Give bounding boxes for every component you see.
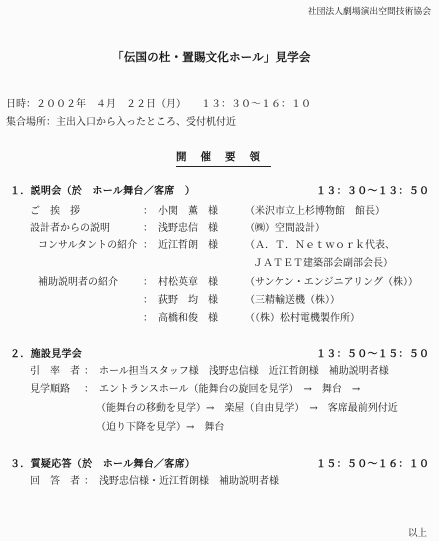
closing-mark: 以上 <box>407 528 427 539</box>
assistant-3-name: ： 高橋和俊 様 <box>143 313 218 324</box>
meeting-place-line: 集合場所：主出入口から入ったところ、受付机付近 <box>6 117 236 128</box>
heading-underline <box>176 166 271 167</box>
consultant-org-line-2: ＪＡＴＥＴ建築部会副部会長） <box>253 258 393 269</box>
route-line-1: ： エントランスホール（能舞台の旋回を見学） → 舞台 → <box>84 384 361 395</box>
greeting-label: ご 挨 拶 <box>30 206 80 217</box>
greeting-name: ： 小関 薫 様 <box>143 206 218 217</box>
program-heading: 開催要領 <box>176 151 274 163</box>
designer-label: 設計者からの説明 <box>30 223 110 234</box>
document-title: 「伝国の杜・置賜文化ホール」見学会 <box>112 50 311 64</box>
consultant-org-line-1: （Ａ．Ｔ．Ｎｅｔｗｏｒｋ代表、 <box>245 240 395 251</box>
consultant-name: ： 近江哲朗 様 <box>143 240 218 251</box>
section-3-title: ３．質疑応答（於 ホール舞台／客席） <box>10 459 196 470</box>
route-label: 見学順路 <box>30 384 70 395</box>
assistant-3-org: （（株）松村電機製作所） <box>245 313 360 324</box>
assistant-2-org: （三精輸送機（株）） <box>245 295 340 306</box>
greeting-org: （米沢市立上杉博物館 館長） <box>245 206 385 217</box>
route-line-2: （能舞台の移動を見学）→ 楽屋（自由見学） → 客席最前列付近 <box>96 403 398 414</box>
respondents-value: ： 浅野忠信様・近江哲朗様 補助説明者様 <box>84 476 279 487</box>
assistants-label: 補助説明者の紹介 <box>38 277 118 288</box>
section-1-time: １３：３０～１３：５０ <box>316 186 430 197</box>
assistant-1-name: ： 村松英章 様 <box>143 277 218 288</box>
assistant-1-org: （サンケン・エンジニアリング（株）） <box>245 277 418 288</box>
consultant-label: コンサルタントの紹介 <box>38 240 138 251</box>
section-2-title: ２．施設見学会 <box>10 349 83 360</box>
section-2-time: １３：５０～１５：５０ <box>316 349 430 360</box>
section-1-title: １．説明会（於 ホール舞台／客席 ） <box>10 186 196 197</box>
route-line-3: （迫り下降を見学）→ 舞台 <box>96 422 225 433</box>
respondents-label: 回 答 者 <box>30 476 80 487</box>
date-time-line: 日時：２００２年 ４月 ２２日（月） １３：３０～１６：１０ <box>6 99 311 110</box>
designer-org: （㈱）空間設計） <box>245 223 325 234</box>
assistant-2-name: ： 荻野 均 様 <box>143 295 218 306</box>
leaders-label: 引 率 者 <box>30 366 80 377</box>
designer-name: ： 浅野忠信 様 <box>143 223 218 234</box>
section-3-time: １５：５０～１６：１０ <box>316 459 430 470</box>
leaders-value: ： ホール担当スタッフ様 浅野忠信様 近江哲朗様 補助説明者様 <box>84 366 389 377</box>
organization-name: 社団法人劇場演出空間技術協会 <box>307 7 431 17</box>
